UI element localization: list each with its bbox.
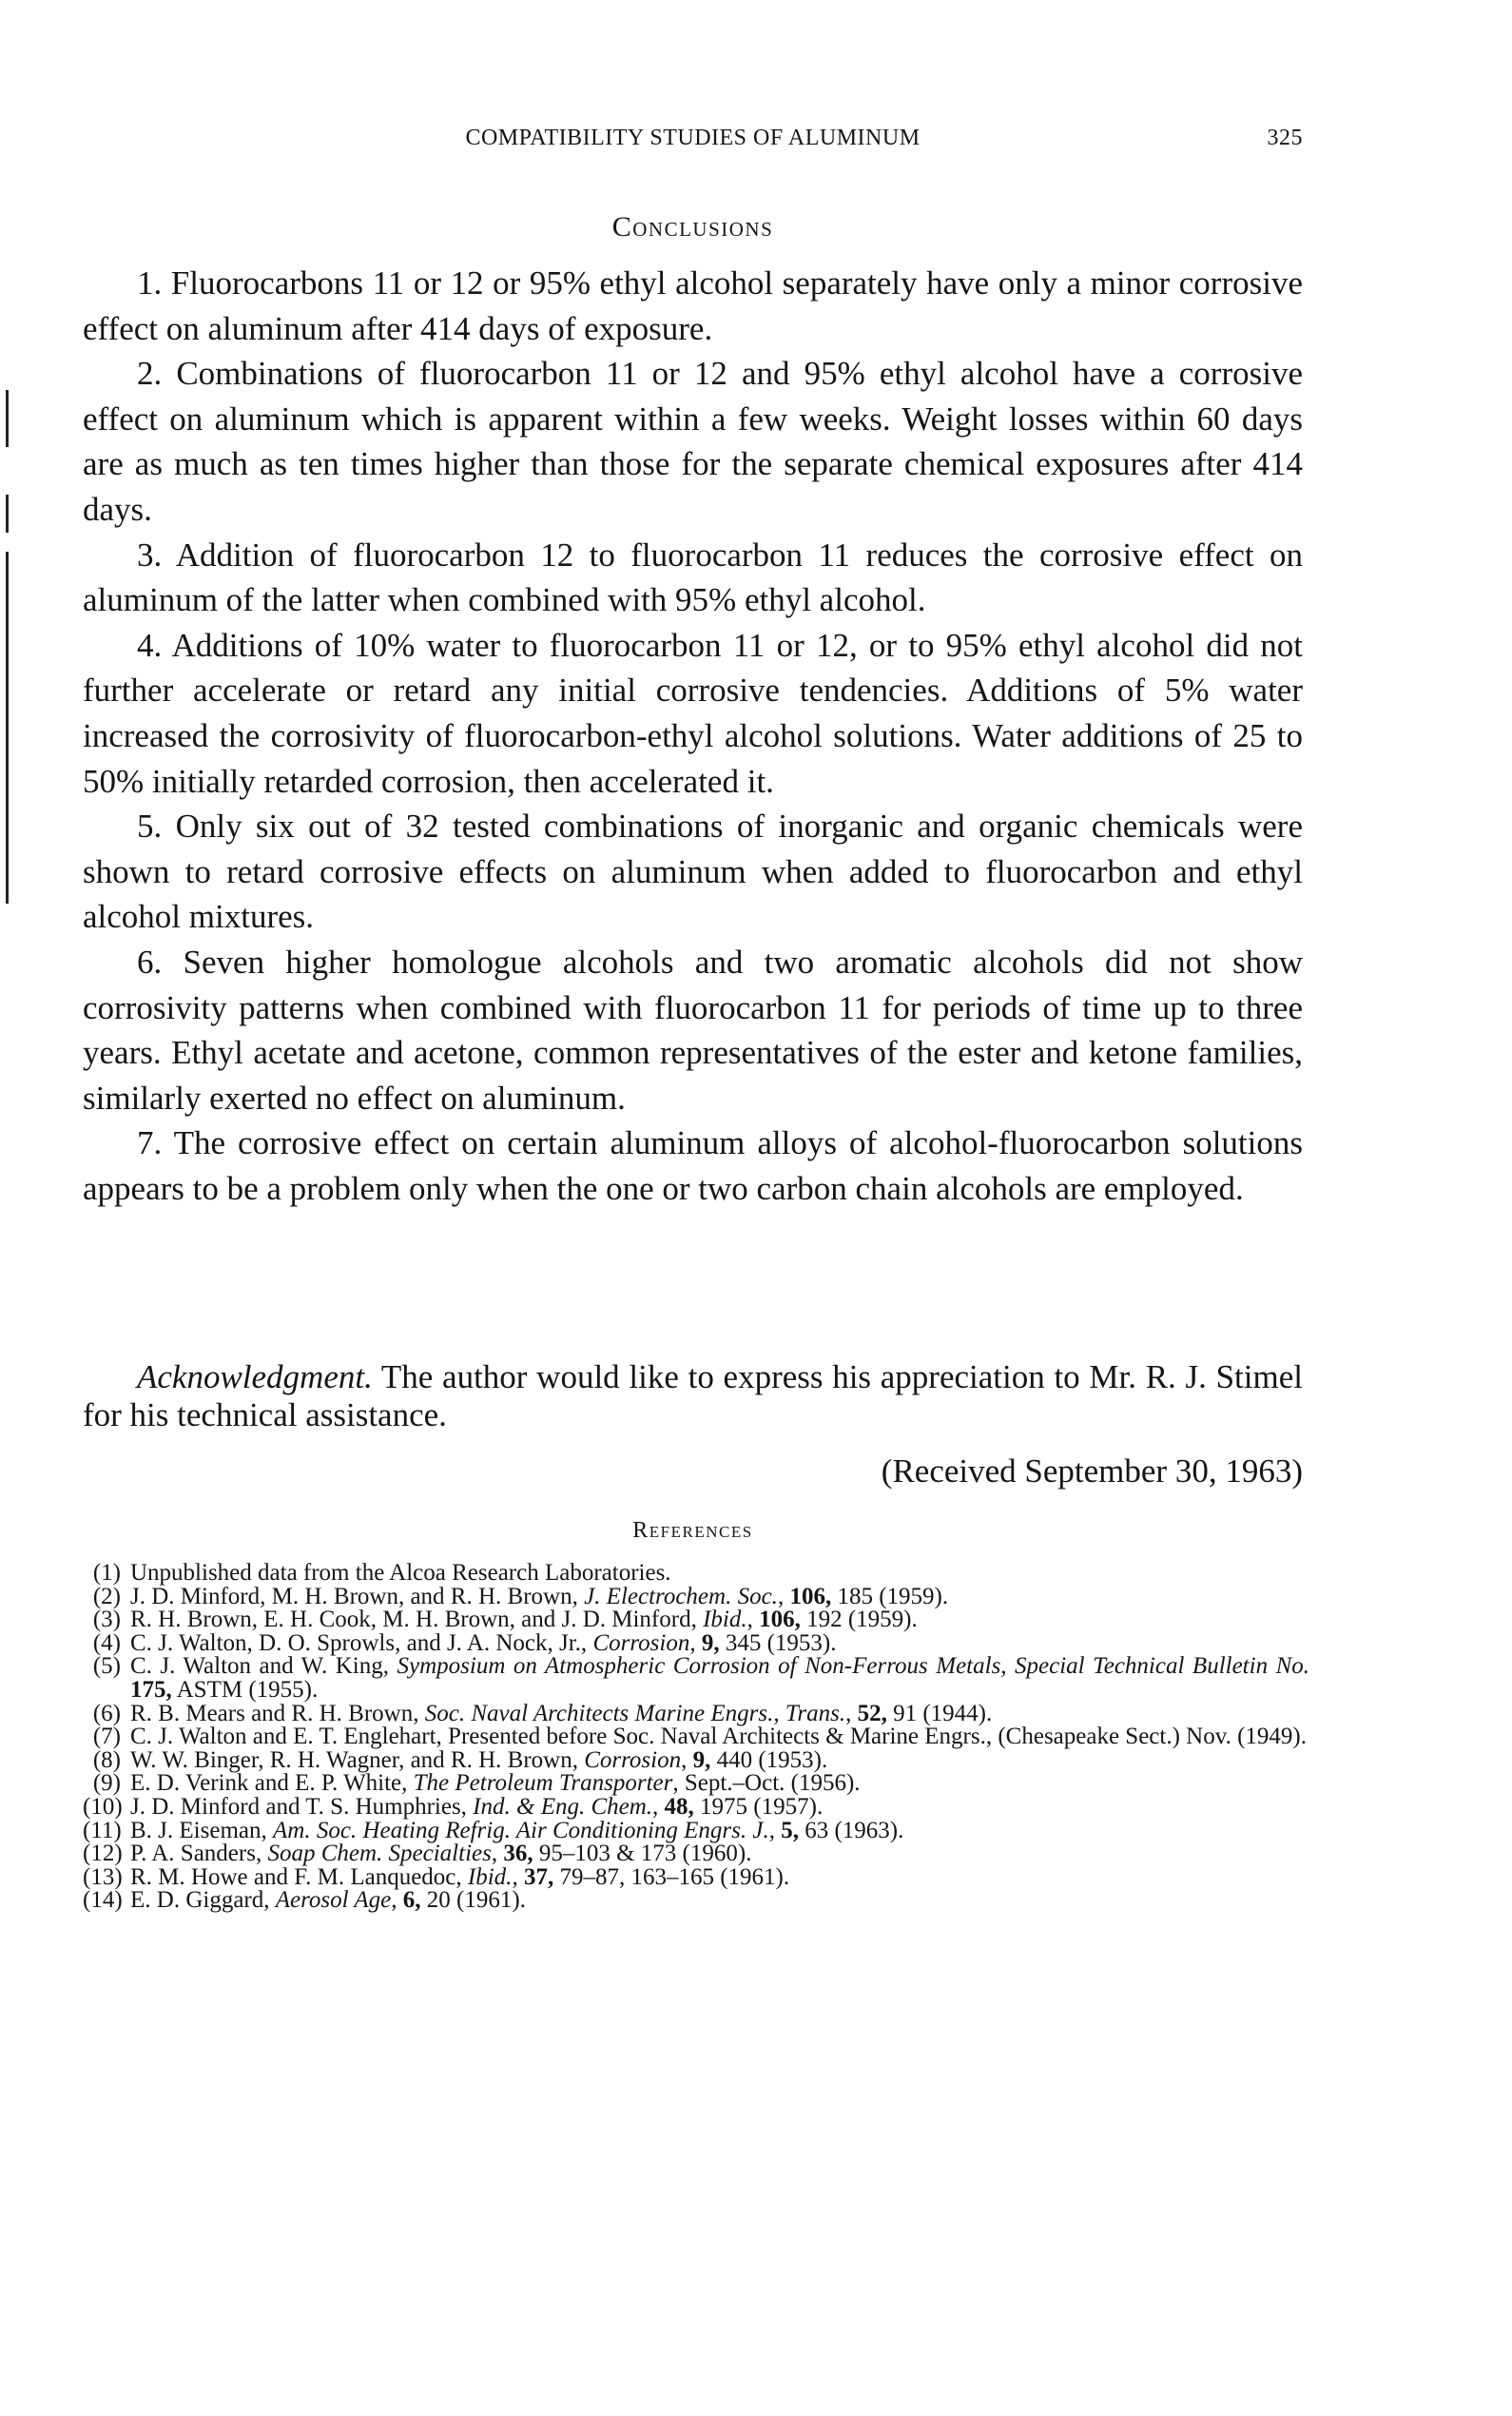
reference-segment: J. D. Minford, M. H. Brown, and R. H. Brown, [130, 1583, 585, 1609]
reference-text [130, 1842, 1309, 1866]
reference-number: (3) [92, 1607, 121, 1633]
reference-segment: , [777, 1583, 790, 1609]
reference-text [130, 1889, 1309, 1913]
reference-item [83, 1700, 1309, 1726]
reference-segment: ASTM (1955). [171, 1676, 319, 1703]
reference-segment: , Sept.–Oct. (1956). [672, 1770, 861, 1797]
reference-segment: , [491, 1841, 504, 1867]
reference-number: (5) [92, 1653, 121, 1680]
reference-text [130, 1629, 1309, 1656]
reference-segment: C. J. Walton and W. King, [130, 1653, 397, 1680]
reference-text [130, 1863, 1309, 1890]
reference-volume: 106, [759, 1607, 801, 1633]
reference-item [83, 1793, 1309, 1820]
conclusions-list [83, 261, 1303, 1211]
reference-text [130, 1608, 1309, 1632]
reference-text [130, 1583, 1309, 1609]
reference-segment: C. J. Walton and E. T. Englehart, Presented before Soc. Naval Architects & Marine Engrs., (Chesapeake Sect.) Nov. (1949). [130, 1724, 1307, 1750]
reference-number: (10) [83, 1793, 123, 1820]
reference-item [83, 1608, 1309, 1632]
reference-segment: Unpublished data from the Alcoa Research Laboratories. [130, 1560, 671, 1586]
reference-item [83, 1842, 1309, 1866]
reference-item [83, 1629, 1309, 1656]
reference-text [130, 1725, 1309, 1749]
conclusion-item: 6. Seven higher homologue alcohols and two aromatic alcohols did not show corrosivity patterns when combined with fluorocarbon 11 for periods of time up to three years. Ethyl acetate and acetone, common representatives of the ester and ketone families, similarly exerted no effect on aluminum. [83, 943, 1303, 1117]
reference-text [130, 1700, 1309, 1726]
reference-segment: , [845, 1700, 858, 1726]
conclusion-item: 1. Fluorocarbons 11 or 12 or 95% ethyl alcohol separately have only a minor corrosive effect on aluminum after 414 days of exposure. [83, 264, 1303, 347]
reference-title: Symposium on Atmospheric Corrosion of Non-Ferrous Metals, Special Technical Bulletin No. [397, 1653, 1309, 1680]
reference-segment: J. D. Minford and T. S. Humphries, [130, 1793, 474, 1820]
reference-text [130, 1562, 1309, 1586]
reference-segment: E. D. Verink and E. P. White, [130, 1770, 414, 1797]
change-bar [6, 390, 9, 447]
reference-item [83, 1772, 1309, 1796]
reference-item [83, 1746, 1309, 1773]
conclusion-item: 4. Additions of 10% water to fluorocarbon 11 or 12, or to 95% ethyl alcohol did not further accelerate or retard any initial corrosive tendencies. Additions of 5% water increased the corrosivity of fluorocarbon-ethyl alcohol solutions. Water additions of 25 to 50% initially retarded corrosion, then accelerated it. [83, 626, 1303, 800]
page-number: 325 [1267, 126, 1303, 150]
reference-segment: P. A. Sanders, [130, 1841, 268, 1867]
reference-segment: 91 (1944). [886, 1700, 993, 1726]
reference-volume: 9, [692, 1746, 711, 1773]
reference-text [130, 1655, 1309, 1702]
conclusion-item: 7. The corrosive effect on certain aluminum alloys of alcohol-fluorocarbon solutions appears to be a problem only when the one or two carbon chain alcohols are employed. [83, 1124, 1303, 1207]
reference-number: (4) [92, 1629, 121, 1656]
references-heading: References [632, 1518, 753, 1543]
reference-segment: , [652, 1793, 665, 1820]
running-head [83, 126, 1303, 158]
reference-volume: 175, [130, 1676, 172, 1703]
reference-number: (9) [92, 1770, 121, 1797]
reference-segment: B. J. Eiseman, [130, 1817, 273, 1843]
reference-segment: 440 (1953). [710, 1746, 828, 1773]
reference-number: (6) [92, 1700, 121, 1726]
reference-item [83, 1583, 1309, 1609]
reference-title: Am. Soc. Heating Refrig. Air Conditioning Engrs. J. [273, 1817, 769, 1843]
reference-segment: E. D. Giggard, [130, 1887, 276, 1914]
reference-volume: 37, [523, 1863, 554, 1890]
reference-number: (1) [92, 1560, 121, 1586]
reference-segment: C. J. Walton, D. O. Sprowls, and J. A. Nock, Jr., [130, 1629, 593, 1656]
acknowledgment-label: Acknowledgment. [137, 1358, 373, 1395]
reference-volume: 52, [857, 1700, 887, 1726]
reference-segment: , [681, 1746, 693, 1773]
reference-title: Soap Chem. Specialties [267, 1841, 492, 1867]
reference-segment: 192 (1959). [800, 1607, 918, 1633]
acknowledgment [83, 1358, 1303, 1434]
reference-segment: 185 (1959). [831, 1583, 949, 1609]
reference-segment: , [391, 1887, 403, 1914]
reference-number: (12) [83, 1841, 123, 1867]
reference-volume: 48, [664, 1793, 694, 1820]
reference-text [130, 1793, 1309, 1820]
reference-number: (14) [83, 1887, 123, 1914]
reference-title: Ibid. [703, 1607, 747, 1633]
conclusion-item: 2. Combinations of fluorocarbon 11 or 12 and 95% ethyl alcohol have a corrosive effect on aluminum which is apparent within a few weeks. Weight losses within 60 days are as much as ten times higher than those for the separate chemical exposures after 414 days. [83, 355, 1303, 528]
reference-segment: , [768, 1817, 782, 1843]
reference-number: (13) [83, 1863, 123, 1890]
reference-title: The Petroleum Transporter [413, 1770, 673, 1797]
reference-volume: 6, [402, 1887, 421, 1914]
reference-text [130, 1817, 1309, 1843]
reference-text [130, 1746, 1309, 1773]
reference-item [83, 1889, 1309, 1913]
reference-title: Ind. & Eng. Chem. [473, 1793, 653, 1820]
change-bar [6, 552, 9, 904]
references-list [83, 1562, 1309, 1913]
reference-number: (11) [83, 1817, 122, 1843]
reference-segment: , [689, 1629, 702, 1656]
reference-segment: R. B. Mears and R. H. Brown, [130, 1700, 425, 1726]
reference-volume: 106, [789, 1583, 832, 1609]
reference-segment: W. W. Binger, R. H. Wagner, and R. H. Brown, [130, 1746, 585, 1773]
reference-item [83, 1817, 1309, 1843]
reference-item [83, 1863, 1309, 1890]
reference-segment: 79–87, 163–165 (1961). [553, 1863, 790, 1890]
reference-item [83, 1562, 1309, 1586]
running-title: COMPATIBILITY STUDIES OF ALUMINUM [465, 126, 921, 150]
reference-number: (2) [92, 1583, 121, 1609]
reference-segment: 345 (1953). [719, 1629, 837, 1656]
reference-segment: , [746, 1607, 760, 1633]
reference-item [83, 1655, 1309, 1702]
reference-title: Soc. Naval Architects Marine Engrs., Trans. [424, 1700, 846, 1726]
reference-volume: 9, [701, 1629, 720, 1656]
conclusion-item: 5. Only six out of 32 tested combinations of inorganic and organic chemicals were shown to retard corrosive effects on aluminum when added to fluorocarbon and ethyl alcohol mixtures. [83, 808, 1303, 936]
reference-volume: 5, [781, 1817, 799, 1843]
reference-number: (7) [92, 1724, 121, 1750]
reference-item [83, 1725, 1309, 1749]
reference-text [130, 1772, 1309, 1796]
conclusions-heading: Conclusions [611, 211, 774, 243]
reference-segment: , [512, 1863, 524, 1890]
reference-segment: R. M. Howe and F. M. Lanquedoc, [130, 1863, 468, 1890]
reference-title: J. Electrochem. Soc. [584, 1583, 778, 1609]
reference-segment: 20 (1961). [420, 1887, 526, 1914]
acknowledgment-text: The author would like to express his appreciation to Mr. R. J. Stimel for his technical assistance. [83, 1358, 1303, 1433]
change-bar [6, 495, 9, 533]
reference-title: Aerosol Age [275, 1887, 392, 1914]
reference-segment: 1975 (1957). [693, 1793, 824, 1820]
reference-volume: 36, [503, 1841, 533, 1867]
conclusion-item: 3. Addition of fluorocarbon 12 to fluorocarbon 11 reduces the corrosive effect on aluminum of the latter when combined with 95% ethyl alcohol. [83, 536, 1303, 619]
reference-segment: R. H. Brown, E. H. Cook, M. H. Brown, and J. D. Minford, [130, 1607, 704, 1633]
reference-title: Ibid. [467, 1863, 513, 1890]
reference-title: Corrosion [584, 1746, 682, 1773]
reference-number: (8) [92, 1746, 121, 1773]
reference-segment: 63 (1963). [798, 1817, 904, 1843]
reference-title: Corrosion [592, 1629, 690, 1656]
reference-segment: 95–103 & 173 (1960). [533, 1841, 752, 1867]
received-date: (Received September 30, 1963) [881, 1452, 1303, 1490]
